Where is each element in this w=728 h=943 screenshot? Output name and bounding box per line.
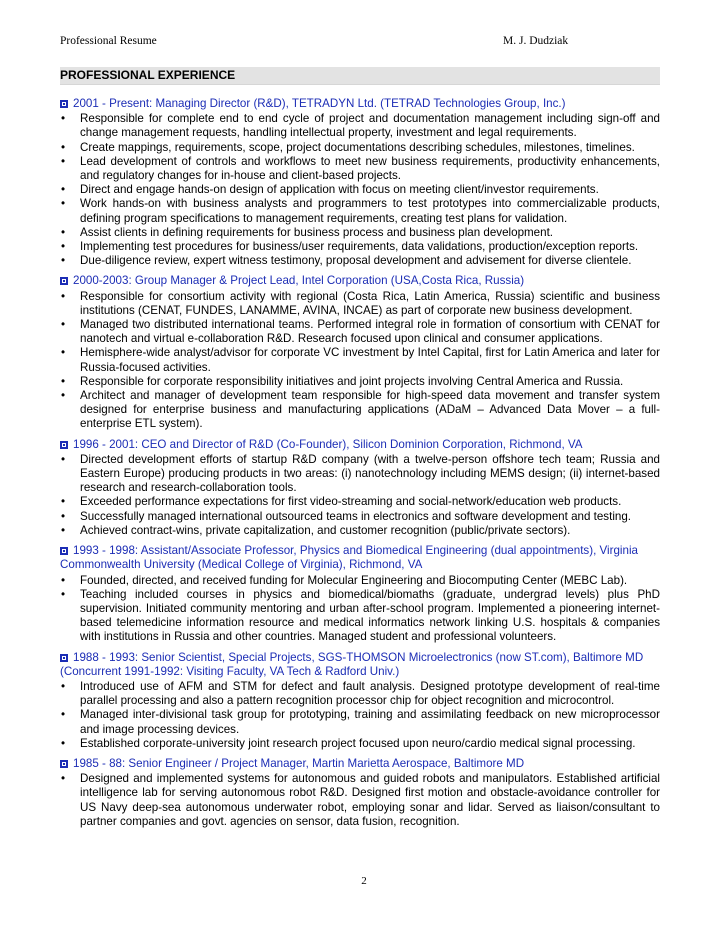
bullet-list bbox=[60, 772, 660, 829]
header-right: M. J. Dudziak bbox=[503, 35, 569, 47]
square-bullet-icon bbox=[60, 760, 68, 768]
job-entry bbox=[60, 438, 660, 538]
job-entry bbox=[60, 651, 660, 751]
bullet-list bbox=[60, 680, 660, 751]
square-bullet-icon bbox=[60, 441, 68, 449]
bullet-item: • Exceeded performance expectations for first video-streaming and social-network/education web products. bbox=[60, 495, 660, 509]
job-title-text: 1985 - 88: Senior Engineer / Project Manager, Martin Marietta Aerospace, Baltimore MD bbox=[73, 756, 525, 770]
job-title-text: 1993 - 1998: Assistant/Associate Professor, Physics and Biomedical Engineering (dual appointments), Virginia Commonwealth University (Medical College of Virginia), Richmond, VA bbox=[60, 544, 638, 572]
resume-content bbox=[60, 67, 660, 835]
bullet-item: • Lead development of controls and workflows to meet new business requirements, productivity enhancements, and regulatory changes for in-house and client-based projects. bbox=[60, 155, 660, 183]
bullet-item: • Assist clients in defining requirements for business process and business plan development. bbox=[60, 226, 660, 240]
bullet-item: • Achieved contract-wins, private capitalization, and customer recognition (public/private sectors). bbox=[60, 524, 660, 538]
job-list bbox=[60, 97, 660, 829]
bullet-item: • Founded, directed, and received funding for Molecular Engineering and Biocomputing Center (MEBC Lab). bbox=[60, 574, 660, 588]
bullet-item: • Responsible for complete end to end cycle of project and documentation management including sign-off and change management requests, handling intellectual property, investment and legal requirements. bbox=[60, 112, 660, 140]
bullet-item: • Architect and manager of development team responsible for high-speed data movement and transfer system designed for enterprise business and manufacturing applications (ADaM – Advanced Data Mover – a full-enterprise ETL system). bbox=[60, 389, 660, 432]
bullet-item: • Responsible for corporate responsibility initiatives and joint projects involving Central America and Russia. bbox=[60, 375, 660, 389]
bullet-list bbox=[60, 574, 660, 645]
job-title bbox=[60, 438, 660, 452]
job-entry bbox=[60, 757, 660, 829]
job-title bbox=[60, 757, 660, 771]
job-entry bbox=[60, 97, 660, 268]
job-entry bbox=[60, 544, 660, 644]
bullet-item: • Teaching included courses in physics and biomedical/biomaths (graduate, undergrad levels) plus PhD supervision. Initiated community mentoring and urban after-school program. Implemented a pioneering internet-based telemedicine information resource and medical informatics network linking U.S. hospitals & companies with institutions in Russia and other countries. Managed student and professional volunteers. bbox=[60, 588, 660, 645]
bullet-item: • Designed and implemented systems for autonomous and guided robots and manipulators. Established artificial intelligence lab for serving autonomous robot R&D. Designed first motion and obstacle-avoidance controller for US Navy deep-sea autonomous underwater robot, employing sonar and lidar. Served as liaison/consultant to partner companies and govt. agencies on sensor, data fusion, recognition. bbox=[60, 772, 660, 829]
job-title bbox=[60, 544, 660, 572]
job-title-text: 2000-2003: Group Manager & Project Lead, Intel Corporation (USA,Costa Rica, Russia) bbox=[73, 274, 525, 288]
bullet-item: • Managed two distributed international teams. Performed integral role in formation of consortium with CENAT for nanotech and virtual e-collaboration R&D. Research focused upon clinical and consumer applications. bbox=[60, 318, 660, 346]
bullet-item: • Directed development efforts of startup R&D company (with a twelve-person offshore tech team; Russia and Eastern Europe) producing products in two areas: (i) nanotechnology including MEMS design; (ii) internet-based research and research-collaboration tools. bbox=[60, 453, 660, 496]
square-bullet-icon bbox=[60, 654, 68, 662]
bullet-item: • Create mappings, requirements, scope, project documentations describing schedules, milestones, timelines. bbox=[60, 141, 660, 155]
bullet-item: • Established corporate-university joint research project focused upon neuro/cardio medical signal processing. bbox=[60, 737, 660, 751]
bullet-list bbox=[60, 290, 660, 432]
job-entry bbox=[60, 274, 660, 431]
page-number: 2 bbox=[361, 875, 367, 887]
job-title bbox=[60, 97, 660, 111]
square-bullet-icon bbox=[60, 277, 68, 285]
bullet-item: • Responsible for consortium activity with regional (Costa Rica, Latin America, Russia) scientific and business institutions (CENAT, FUNDES, LANAMME, AVINA, INCAE) as part of corporate new business development. bbox=[60, 290, 660, 318]
bullet-item: • Managed inter-divisional task group for prototyping, training and assimilating feedback on new microprocessor and image processing devices. bbox=[60, 708, 660, 736]
bullet-item: • Successfully managed international outsourced teams in electronics and software development and testing. bbox=[60, 510, 660, 524]
header-left: Professional Resume bbox=[60, 35, 157, 47]
job-title-text: 1996 - 2001: CEO and Director of R&D (Co-Founder), Silicon Dominion Corporation, Richmond, VA bbox=[73, 437, 583, 451]
bullet-list bbox=[60, 453, 660, 538]
bullet-item: • Hemisphere-wide analyst/advisor for corporate VC investment by Intel Capital, first for Latin America and later for Russia-focused activities. bbox=[60, 346, 660, 374]
bullet-item: • Direct and engage hands-on design of application with focus on meeting client/investor requirements. bbox=[60, 183, 660, 197]
job-title bbox=[60, 274, 660, 288]
bullet-item: • Due-diligence review, expert witness testimony, proposal development and advisement for diverse clientele. bbox=[60, 254, 660, 268]
bullet-item: • Work hands-on with business analysts and programmers to test prototypes into commercializable products, defining program specifications to management requirements, creating test plans for validation. bbox=[60, 197, 660, 225]
job-title-text: 2001 - Present: Managing Director (R&D), TETRADYN Ltd. (TETRAD Technologies Group, Inc.) bbox=[73, 97, 566, 110]
square-bullet-icon bbox=[60, 100, 68, 108]
bullet-item: • Introduced use of AFM and STM for defect and fault analysis. Designed prototype development of real-time parallel processing and also a pattern recognition processor chip for object recognition and microcontrol. bbox=[60, 680, 660, 708]
bullet-list bbox=[60, 112, 660, 268]
job-title bbox=[60, 651, 660, 679]
bullet-item: • Implementing test procedures for business/user requirements, data validations, production/exception reports. bbox=[60, 240, 660, 254]
section-heading: PROFESSIONAL EXPERIENCE bbox=[60, 67, 660, 85]
square-bullet-icon bbox=[60, 547, 68, 555]
job-title-text: 1988 - 1993: Senior Scientist, Special Projects, SGS-THOMSON Microelectronics (now ST.com), Baltimore MD (Concurrent 1991-1992: Visiting Faculty, VA Tech & Radford Univ.) bbox=[60, 650, 644, 678]
